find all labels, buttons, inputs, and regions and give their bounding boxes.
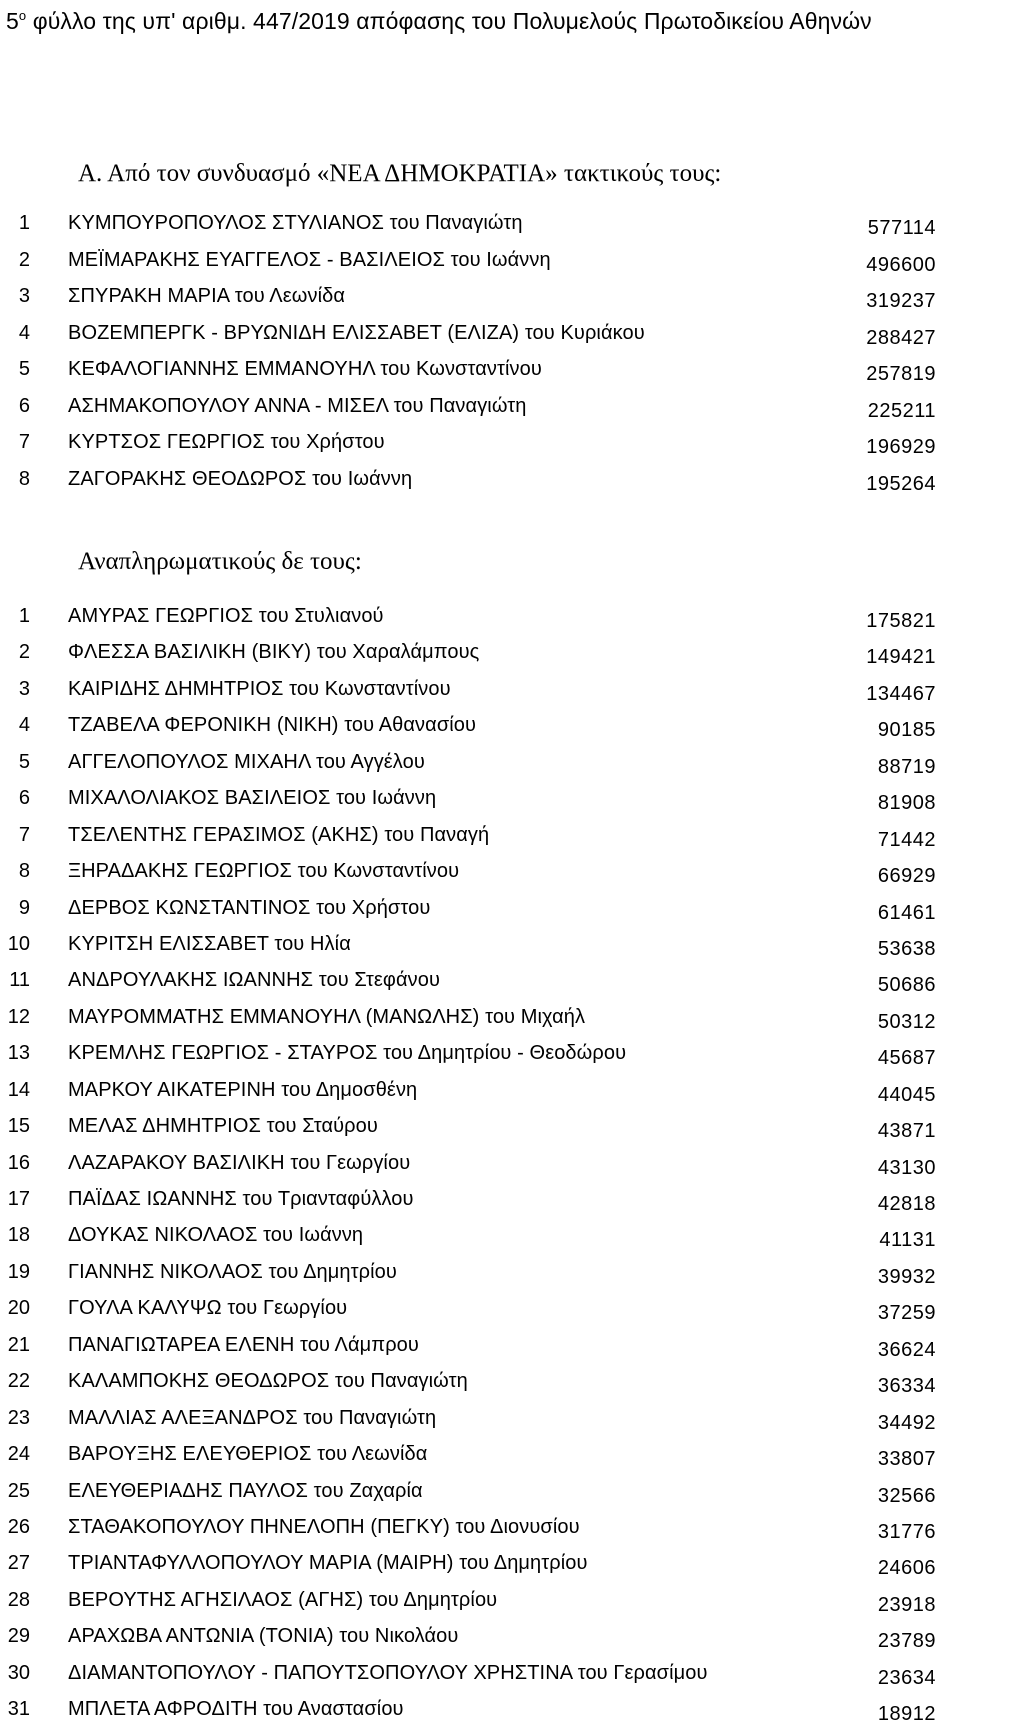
vote-count: 39932	[877, 1265, 936, 1288]
substitute-member-row	[0, 860, 1024, 896]
row-number: 22	[7, 1370, 30, 1393]
vote-count: 81908	[877, 792, 936, 815]
candidate-name: ΚΑΛΑΜΠΟΚΗΣ ΘΕΟΔΩΡΟΣ του Παναγιώτη	[68, 1370, 468, 1393]
row-number: 16	[7, 1151, 30, 1174]
substitute-member-row	[0, 1079, 1024, 1115]
candidate-name: ΜΑΛΛΙΑΣ ΑΛΕΞΑΝΔΡΟΣ του Παναγιώτη	[68, 1406, 437, 1429]
substitute-member-row	[0, 1443, 1024, 1479]
vote-count: 175821	[866, 610, 936, 632]
regular-member-row	[0, 431, 1024, 468]
candidate-name: ΜΑΡΚΟΥ ΑΙΚΑΤΕΡΙΝΗ του Δημοσθένη	[68, 1078, 418, 1101]
vote-count: 50312	[877, 1010, 936, 1033]
vote-count: 50686	[877, 974, 936, 997]
row-number: 8	[18, 467, 30, 490]
row-number: 23	[7, 1406, 30, 1429]
candidate-name: ΖΑΓΟΡΑΚΗΣ ΘΕΟΔΩΡΟΣ του Ιωάννη	[68, 467, 413, 490]
vote-count: 23918	[877, 1593, 936, 1616]
row-number: 20	[7, 1297, 30, 1320]
vote-count: 195264	[866, 472, 936, 495]
vote-count: 36334	[877, 1375, 936, 1398]
vote-count: 23789	[877, 1630, 936, 1653]
candidate-name: ΑΓΓΕΛΟΠΟΥΛΟΣ ΜΙΧΑΗΛ του Αγγέλου	[68, 750, 425, 773]
row-number: 30	[7, 1661, 30, 1684]
candidate-name: ΤΡΙΑΝΤΑΦΥΛΛΟΠΟΥΛΟΥ ΜΑΡΙΑ (ΜΑΙΡΗ) του Δημητρίου	[68, 1552, 588, 1575]
candidate-name: ΒΕΡΟΥΤΗΣ ΑΓΗΣΙΛΑΟΣ (ΑΓΗΣ) του Δημητρίου	[68, 1588, 498, 1611]
vote-count: 577114	[867, 217, 936, 239]
row-number: 15	[7, 1115, 30, 1138]
vote-count: 33807	[877, 1448, 936, 1471]
header-ordinal: 5	[6, 8, 19, 34]
vote-count: 32566	[877, 1484, 936, 1507]
vote-count: 90185	[877, 719, 936, 742]
candidate-name: ΚΡΕΜΛΗΣ ΓΕΩΡΓΙΟΣ - ΣΤΑΥΡΟΣ του Δημητρίου - Θεοδώρου	[68, 1042, 627, 1065]
regular-member-row	[0, 322, 1024, 359]
regular-members-list	[0, 212, 1024, 504]
candidate-name: ΔΕΡΒΟΣ ΚΩΝΣΤΑΝΤΙΝΟΣ του Χρήστου	[68, 896, 431, 919]
candidate-name: ΣΤΑΘΑΚΟΠΟΥΛΟΥ ΠΗΝΕΛΟΠΗ (ΠΕΓΚΥ) του Διονυσίου	[68, 1515, 580, 1538]
vote-count: 18912	[877, 1703, 936, 1725]
row-number: 17	[7, 1188, 30, 1210]
substitute-member-row	[0, 605, 1024, 641]
vote-count: 37259	[877, 1302, 936, 1325]
row-number: 27	[7, 1552, 30, 1575]
substitute-member-row	[0, 1407, 1024, 1443]
candidate-name: ΜΠΛΕΤΑ ΑΦΡΟΔΙΤΗ του Αναστασίου	[68, 1698, 404, 1721]
vote-count: 257819	[866, 363, 936, 385]
row-number: 29	[7, 1625, 30, 1648]
row-number: 7	[18, 431, 30, 453]
row-number: 3	[18, 677, 30, 700]
vote-count: 88719	[877, 755, 936, 778]
substitute-member-row	[0, 1698, 1024, 1725]
row-number: 26	[7, 1515, 30, 1538]
row-number: 2	[18, 641, 30, 664]
row-number: 14	[7, 1078, 30, 1101]
candidate-name: ΤΣΕΛΕΝΤΗΣ ΓΕΡΑΣΙΜΟΣ (ΑΚΗΣ) του Παναγή	[68, 823, 490, 846]
substitute-member-row	[0, 1334, 1024, 1370]
regular-member-row	[0, 468, 1024, 505]
header-ordinal-superscript: ο	[18, 8, 27, 23]
candidate-name: ΕΛΕΥΘΕΡΙΑΔΗΣ ΠΑΥΛΟΣ του Ζαχαρία	[68, 1479, 423, 1502]
candidate-name: ΣΠΥΡΑΚΗ ΜΑΡΙΑ του Λεωνίδα	[68, 285, 346, 307]
vote-count: 42818	[877, 1193, 936, 1215]
candidate-name: ΒΑΡΟΥΞΗΣ ΕΛΕΥΘΕΡΙΟΣ του Λεωνίδα	[68, 1443, 428, 1466]
vote-count: 24606	[877, 1557, 936, 1580]
row-number: 5	[18, 358, 30, 380]
row-number: 4	[18, 714, 30, 737]
substitute-member-row	[0, 1042, 1024, 1078]
substitute-member-row	[0, 1516, 1024, 1552]
header-text: φύλλο της υπ' αριθμ. 447/2019 απόφασης του Πολυμελούς Πρωτοδικείου Αθηνών	[26, 8, 872, 34]
candidate-name: ΛΑΖΑΡΑΚΟΥ ΒΑΣΙΛΙΚΗ του Γεωργίου	[68, 1151, 411, 1174]
candidate-name: ΠΑΪΔΑΣ ΙΩΑΝΝΗΣ του Τριανταφύλλου	[68, 1188, 414, 1210]
substitute-member-row	[0, 897, 1024, 933]
substitute-member-row	[0, 1188, 1024, 1224]
candidate-name: ΑΜΥΡΑΣ ΓΕΩΡΓΙΟΣ του Στυλιανού	[68, 605, 384, 627]
substitute-member-row	[0, 1152, 1024, 1188]
candidate-name: ΚΥΜΠΟΥΡΟΠΟΥΛΟΣ ΣΤΥΛΙΑΝΟΣ του Παναγιώτη	[68, 212, 523, 234]
substitute-member-row	[0, 1662, 1024, 1698]
candidate-name: ΑΡΑΧΩΒΑ ΑΝΤΩΝΙΑ (ΤΟΝΙΑ) του Νικολάου	[68, 1625, 459, 1648]
regular-member-row	[0, 285, 1024, 322]
vote-count: 41131	[879, 1229, 936, 1252]
candidate-name: ΚΑΙΡΙΔΗΣ ΔΗΜΗΤΡΙΟΣ του Κωνσταντίνου	[68, 677, 451, 700]
substitute-member-row	[0, 641, 1024, 677]
candidate-name: ΞΗΡΑΔΑΚΗΣ ΓΕΩΡΓΙΟΣ του Κωνσταντίνου	[68, 860, 460, 883]
vote-count: 45687	[877, 1047, 936, 1070]
substitute-members-title: Αναπληρωματικούς δε τους:	[78, 548, 362, 575]
row-number: 1	[18, 605, 30, 627]
vote-count: 66929	[877, 865, 936, 888]
regular-member-row	[0, 249, 1024, 286]
substitute-member-row	[0, 1261, 1024, 1297]
substitute-member-row	[0, 1552, 1024, 1588]
substitute-member-row	[0, 787, 1024, 823]
candidate-name: ΜΑΥΡΟΜΜΑΤΗΣ ΕΜΜΑΝΟΥΗΛ (ΜΑΝΩΛΗΣ) του Μιχαήλ	[68, 1005, 586, 1028]
vote-count: 36624	[877, 1338, 936, 1361]
vote-count: 31776	[877, 1520, 936, 1543]
regular-member-row	[0, 212, 1024, 249]
row-number: 8	[18, 860, 30, 883]
row-number: 21	[7, 1333, 30, 1356]
row-number: 19	[7, 1260, 30, 1283]
vote-count: 71442	[877, 828, 936, 851]
substitute-member-row	[0, 678, 1024, 714]
row-number: 6	[18, 394, 30, 417]
vote-count: 43871	[877, 1120, 936, 1143]
vote-count: 288427	[866, 326, 936, 349]
candidate-name: ΔΙΑΜΑΝΤΟΠΟΥΛΟΥ - ΠΑΠΟΥΤΣΟΠΟΥΛΟΥ ΧΡΗΣΤΙΝΑ του Γερασίμου	[68, 1661, 708, 1684]
substitute-member-row	[0, 969, 1024, 1005]
candidate-name: ΑΝΔΡΟΥΛΑΚΗΣ ΙΩΑΝΝΗΣ του Στεφάνου	[68, 969, 440, 992]
vote-count: 23634	[877, 1666, 936, 1689]
substitute-member-row	[0, 933, 1024, 969]
candidate-name: ΒΟΖΕΜΠΕΡΓΚ - ΒΡΥΩΝΙΔΗ ΕΛΙΣΣΑΒΕΤ (ΕΛΙΖΑ) του Κυριάκου	[68, 321, 645, 344]
vote-count: 34492	[877, 1411, 936, 1434]
candidate-name: ΜΕΛΑΣ ΔΗΜΗΤΡΙΟΣ του Σταύρου	[68, 1115, 378, 1138]
vote-count: 61461	[877, 901, 936, 924]
candidate-name: ΚΥΡΙΤΣΗ ΕΛΙΣΣΑΒΕΤ του Ηλία	[68, 932, 351, 955]
row-number: 1	[18, 212, 30, 234]
row-number: 13	[7, 1042, 30, 1065]
row-number: 4	[18, 321, 30, 344]
vote-count: 225211	[867, 399, 936, 422]
row-number: 9	[18, 896, 30, 919]
substitute-member-row	[0, 751, 1024, 787]
substitute-members-list	[0, 605, 1024, 1725]
row-number: 2	[18, 248, 30, 271]
candidate-name: ΚΕΦΑΛΟΓΙΑΝΝΗΣ ΕΜΜΑΝΟΥΗΛ του Κωνσταντίνου	[68, 358, 542, 380]
vote-count: 134467	[866, 682, 936, 705]
substitute-member-row	[0, 1006, 1024, 1042]
candidate-name: ΜΙΧΑΛΟΛΙΑΚΟΣ ΒΑΣΙΛΕΙΟΣ του Ιωάννη	[68, 787, 437, 810]
row-number: 10	[7, 932, 30, 955]
candidate-name: ΓΙΑΝΝΗΣ ΝΙΚΟΛΑΟΣ του Δημητρίου	[68, 1260, 397, 1283]
row-number: 28	[7, 1588, 30, 1611]
candidate-name: ΠΑΝΑΓΙΩΤΑΡΕΑ ΕΛΕΝΗ του Λάμπρου	[68, 1333, 419, 1356]
candidate-name: ΔΟΥΚΑΣ ΝΙΚΟΛΑΟΣ του Ιωάννη	[68, 1224, 364, 1247]
substitute-member-row	[0, 714, 1024, 750]
page-header	[6, 8, 872, 35]
substitute-member-row	[0, 1480, 1024, 1516]
regular-member-row	[0, 358, 1024, 395]
regular-members-title: Α. Από τον συνδυασμό «ΝΕΑ ΔΗΜΟΚΡΑΤΙΑ» τακτικούς τους:	[78, 160, 722, 187]
candidate-name: ΚΥΡΤΣΟΣ ΓΕΩΡΓΙΟΣ του Χρήστου	[68, 431, 385, 453]
vote-count: 496600	[866, 253, 936, 276]
row-number: 5	[18, 750, 30, 773]
vote-count: 44045	[877, 1083, 936, 1106]
candidate-name: ΦΛΕΣΣΑ ΒΑΣΙΛΙΚΗ (ΒΙΚΥ) του Χαραλάμπους	[68, 641, 480, 664]
candidate-name: ΑΣΗΜΑΚΟΠΟΥΛΟΥ ΑΝΝΑ - ΜΙΣΕΛ του Παναγιώτη	[68, 394, 527, 417]
row-number: 12	[7, 1005, 30, 1028]
substitute-member-row	[0, 1115, 1024, 1151]
vote-count: 43130	[877, 1156, 936, 1179]
vote-count: 319237	[866, 290, 936, 312]
row-number: 24	[7, 1443, 30, 1466]
row-number: 3	[18, 285, 30, 307]
row-number: 25	[7, 1479, 30, 1502]
candidate-name: ΓΟΥΛΑ ΚΑΛΥΨΩ του Γεωργίου	[68, 1297, 348, 1320]
row-number: 31	[7, 1698, 30, 1721]
row-number: 11	[9, 969, 30, 992]
substitute-member-row	[0, 1224, 1024, 1260]
substitute-member-row	[0, 1370, 1024, 1406]
regular-member-row	[0, 395, 1024, 432]
vote-count: 196929	[866, 436, 936, 458]
row-number: 18	[7, 1224, 30, 1247]
substitute-member-row	[0, 1589, 1024, 1625]
substitute-member-row	[0, 824, 1024, 860]
vote-count: 53638	[877, 937, 936, 960]
row-number: 7	[18, 823, 30, 846]
candidate-name: ΜΕΪΜΑΡΑΚΗΣ ΕΥΑΓΓΕΛΟΣ - ΒΑΣΙΛΕΙΟΣ του Ιωάννη	[68, 248, 551, 271]
row-number: 6	[18, 787, 30, 810]
substitute-member-row	[0, 1297, 1024, 1333]
substitute-member-row	[0, 1625, 1024, 1661]
candidate-name: ΤΖΑΒΕΛΑ ΦΕΡΟΝΙΚΗ (ΝΙΚΗ) του Αθανασίου	[68, 714, 477, 737]
vote-count: 149421	[866, 646, 936, 669]
